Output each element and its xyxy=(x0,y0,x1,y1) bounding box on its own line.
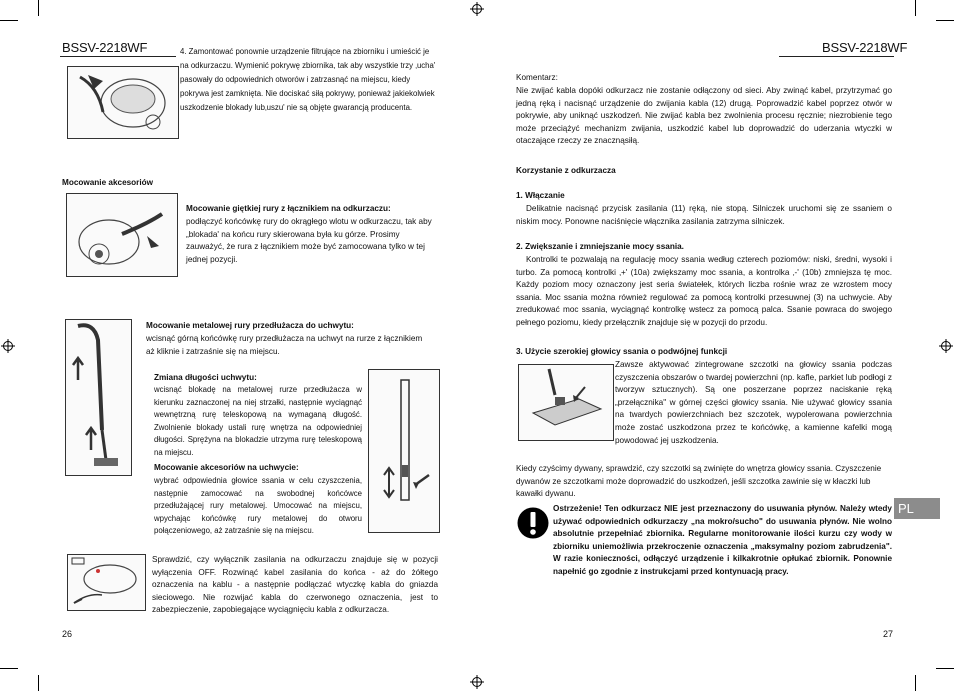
length-text: wcisnąć blokadę na metalowej rurze przedłużacza w kierunku zaznaczonej na niej strzałki, następnie wyciągnąć wewnętrzną rurę teleskopową na wymaganą długość. Zwolnienie blokady ustali rurę wnętrza na odpowiedniej długości. Sprężyna na blokadzie utrzyma rurę teleskopową na miejscu. xyxy=(154,385,362,457)
crop-mark xyxy=(936,20,954,21)
acc-handle-title: Mocowanie akcesoriów na uchwycie: xyxy=(154,463,299,472)
page-number-right: 27 xyxy=(883,629,894,639)
filter-step-text: 4. Zamontować ponownie urządzenie filtrujące na zbiorniku i umieścić je na odkurzaczu. Wymienić pokrywę zbiornika, tak aby wszystkie trzy ‚ucha' pasowały do odpowiednich otworów i zatrzasnąć na miejscu, kiedy pokrywa jest zamknięta. Nie dociskać siłą pokrywy, ponieważ jakiekolwiek uszkodzenie blokady lub‚uszu' nie są objęte gwarancją producenta. xyxy=(180,47,436,112)
language-tab-pl: PL xyxy=(894,498,940,519)
registration-mark-icon xyxy=(1,339,15,353)
model-header-right: BSSV-2218WF xyxy=(822,40,908,55)
crop-mark xyxy=(915,675,916,691)
header-rule-right xyxy=(779,56,894,57)
crop-mark xyxy=(936,668,954,669)
accessories-heading: Mocowanie akcesoriów xyxy=(62,178,154,187)
section-1-text: Delikatnie nacisnąć przycisk zasilania (11) ręką, nie stopą. Silniczek uruchomi się ze ssaniem o niskim mocy. Ponowne naciśnięcie włącznika zasilania zatrzyma silniczek. xyxy=(516,204,892,226)
header-rule-left xyxy=(60,56,176,57)
power-cord-illustration xyxy=(67,554,146,611)
section-2-title: 2. Zwiększanie i zmniejszanie mocy ssania. xyxy=(516,242,684,251)
telescopic-tube-illustration xyxy=(65,319,132,476)
section-3-text: Zawsze aktywować zintegrowane szczotki na głowicy ssania podczas czyszczenia obszarów o twardej powierzchni (np. kafle, parkiet lub podłogi z tworzyw sztucznych). Są one poszerzane poprzez naciskanie ręką „przełącznika" w górnej części głowicy ssania. Nie używać głowicy ssania na twardych powierzchniach bez szczotek, wypolerowana powierzchnia może zostać uszkodzona przez te końcówkę, a kamienne kafelki mogą powodować jej uszkodzenia. xyxy=(615,360,892,445)
acc-handle-text: wybrać odpowiednia głowice ssania w celu czyszczenia, następnie zamocować na swobodnej końcówce przedłużającej rury metalowej. Umocować na miejscu, wpychając końcówkę rury metalowej do otworu połączeniowego, aż zatrzaśnie się na miejscu. xyxy=(154,476,362,536)
section-3-title: 3. Użycie szerokiej głowicy ssania o podwójnej funkcji xyxy=(516,347,728,356)
registration-mark-icon xyxy=(939,339,953,353)
tube-title: Mocowanie metalowej rury przedłużacza do uchwytu: xyxy=(146,321,354,330)
model-header-left: BSSV-2218WF xyxy=(62,40,148,55)
tube-length-illustration xyxy=(368,369,440,533)
crop-mark xyxy=(0,668,18,669)
length-title: Zmiana długości uchwytu: xyxy=(154,373,257,382)
hose-text: podłączyć końcówkę rury do okrągłego wlotu w odkurzaczu, tak aby „blokada' na końcu rury skierowana była ku górze. Prosimy zauważyć, że rura z łącznikiem może być zamocowana tylko w tej jednej pozycji. xyxy=(186,217,432,264)
crop-mark xyxy=(38,0,39,16)
filter-lid-illustration xyxy=(67,66,179,139)
warning-text: Ostrzeżenie! Ten odkurzacz NIE jest przeznaczony do usuwania płynów. Należy wtedy używać odpowiednich odkurzaczy „na mokro/sucho" do usuwania płynów. Nie wolno absolutnie przepełniać zbiornika. Regularne monitorowanie ilości kurzu czy wody w zbiorniku uniemożliwia przekroczenie oznaczenia „maksymalny poziom zabrudzenia". W razie konieczności, odłączyć urządzenie i kilkakrotnie opłukać zbiornik. Ponownie napełnić go zgodnie z instrukcjami przed kontynuacją pracy. xyxy=(553,504,892,576)
warning-exclamation-icon xyxy=(517,507,549,539)
tube-text: wcisnąć górną końcówkę rury przedłużacza na uchwyt na rurze z łącznikiem aż kliknie i zatrzaśnie się na miejscu. xyxy=(146,334,423,356)
registration-mark-icon xyxy=(470,675,484,689)
crop-mark xyxy=(38,675,39,691)
registration-mark-icon xyxy=(470,2,484,16)
carpet-text: Kiedy czyścimy dywany, sprawdzić, czy szczotki są zwinięte do wnętrza głowicy ssania. Czyszczenie dywanów ze szczotkami może doprowadzić do uszkodzeń, jeśli szczotka zawinie się w kłaczki lub kawałki dywanu. xyxy=(516,464,882,499)
crop-mark xyxy=(915,0,916,16)
section-2-text: Kontrolki te pozwalają na regulację mocy ssania według czterech poziomów: niski, średni, wysoki i turbo. Za pomocą kontrolki ‚+' (10a) zwiększamy moc ssania, a kontrolka ‚-' (10b) zmniejsza tę moc. Każdy poziom mocy oznaczony jest seria światełek, których liczba rośnie wraz ze wzrostem mocy ssania. Moc ssania można również regulować za pomocą kontrolki przesuwnej (3) na uchwycie. Aby zredukować moc ssania, wyciągnąć kontrolkę wstecz za pomocą palca. Ssanie powraca do swojego pełnego poziomu, kiedy przełącznik znajduje się w pozycji do przodu. xyxy=(516,255,892,327)
crop-mark xyxy=(0,20,18,21)
cord-text: Sprawdzić, czy wyłącznik zasilania na odkurzaczu znajduje się w pozycji wyłączenia OFF. Rozwinąć kabel zasilania do końca - aż do żółtego oznaczenia na kablu - a następnie podłączać wtyczkę kabla do gniazda sieciowego. Nie rozwijać kabla do czerwonego oznaczenia, jest to zabezpieczenie, zapobiegające wyciągnięciu kabla z odkurzacza. xyxy=(152,555,438,615)
floor-nozzle-illustration xyxy=(518,364,614,441)
comment-text: Nie zwijać kabla dopóki odkurzacz nie zostanie odłączony od sieci. Aby zwinąć kabel, przytrzymać go jedną ręką i nacisnąć urządzenie do zwijania kabla (12) drugą. Poprowadzić kabel poprzez otwór w pokrywie, aby uniknąć uszkodzeń. Nie zwijać kabla bez zwolnienia procesu ręcznie; niezrobienie tego może przeciążyć mechanizm zwijania, uszkodzić kabel lub doprowadzić do uderzania wtyczki w otaczające rzeczy ze znacznąsiłą. xyxy=(516,86,892,146)
using-heading: Korzystanie z odkurzacza xyxy=(516,166,616,175)
section-1-title: 1. Włączanie xyxy=(516,191,565,200)
hose-title: Mocowanie giętkiej rury z łącznikiem na odkurzaczu: xyxy=(186,204,391,213)
page-number-left: 26 xyxy=(62,629,73,639)
comment-label: Komentarz: xyxy=(516,73,558,82)
hose-connection-illustration xyxy=(66,193,178,277)
